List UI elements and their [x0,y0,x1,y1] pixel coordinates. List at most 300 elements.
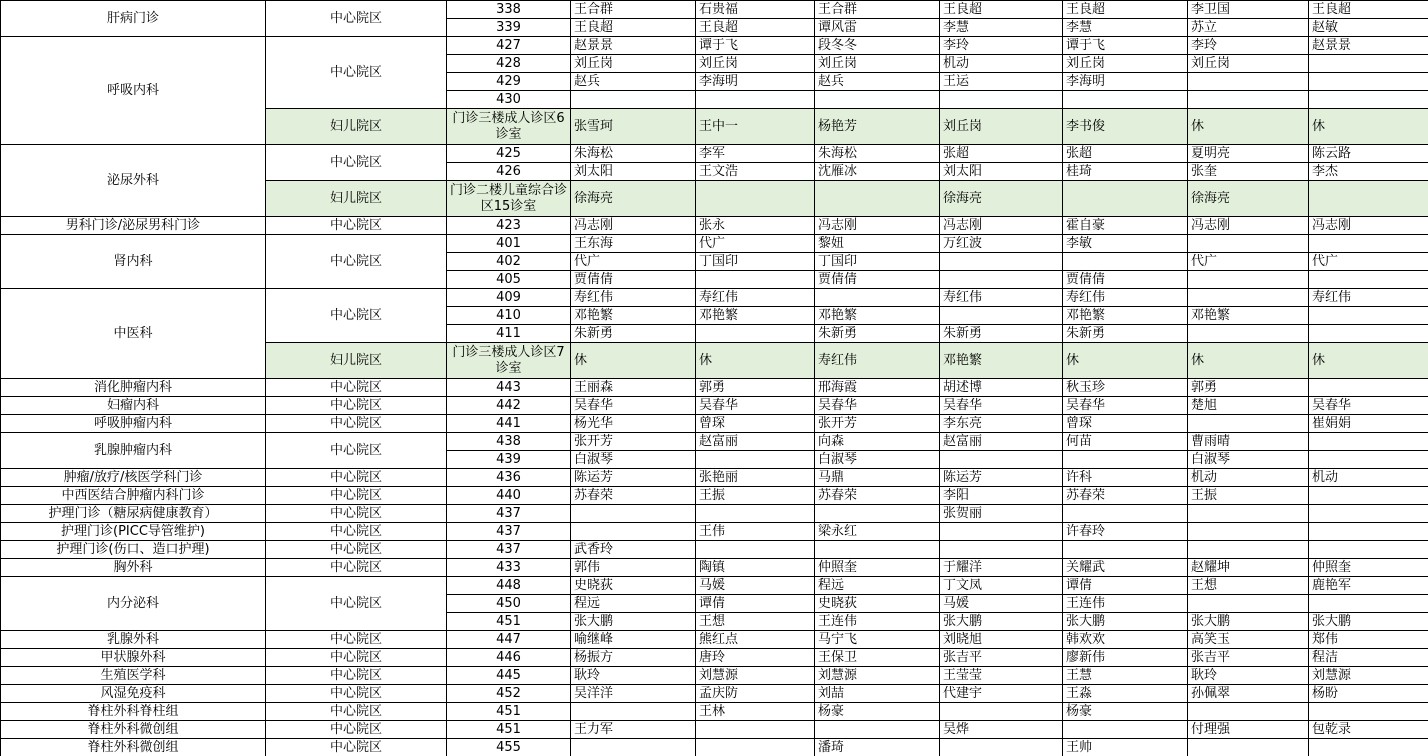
doctor-cell[interactable] [1309,433,1428,451]
doctor-cell[interactable]: 王文浩 [696,163,815,181]
department-cell[interactable]: 肿瘤/放疗/核医学科门诊 [1,469,266,487]
department-cell[interactable]: 脊柱外科脊柱组 [1,703,266,721]
doctor-cell[interactable]: 王连伟 [1063,595,1188,613]
department-cell[interactable]: 乳腺肿瘤内科 [1,433,266,469]
doctor-cell[interactable]: 于耀洋 [940,559,1063,577]
doctor-cell[interactable]: 刘喆 [815,685,940,703]
department-cell[interactable]: 脊柱外科微创组 [1,721,266,739]
doctor-cell[interactable]: 张大鹏 [1309,613,1428,631]
doctor-cell[interactable] [696,181,815,217]
room-cell[interactable]: 门诊二楼儿童综合诊区15诊室 [447,181,571,217]
doctor-cell[interactable] [1063,181,1188,217]
doctor-cell[interactable] [696,271,815,289]
doctor-cell[interactable] [696,505,815,523]
campus-cell[interactable]: 中心院区 [266,559,447,577]
doctor-cell[interactable]: 徐海亮 [1188,181,1309,217]
doctor-cell[interactable]: 代广 [1188,253,1309,271]
room-cell[interactable]: 409 [447,289,571,307]
department-cell[interactable]: 中西医结合肿瘤内科门诊 [1,487,266,505]
doctor-cell[interactable]: 程洁 [1309,649,1428,667]
campus-cell[interactable]: 中心院区 [266,145,447,181]
room-cell[interactable]: 425 [447,145,571,163]
doctor-cell[interactable]: 武香玲 [571,541,696,559]
room-cell[interactable]: 445 [447,667,571,685]
doctor-cell[interactable]: 白淑琴 [1188,451,1309,469]
doctor-cell[interactable]: 赵景景 [571,37,696,55]
doctor-cell[interactable]: 寿红伟 [571,289,696,307]
doctor-cell[interactable]: 仲照奎 [1309,559,1428,577]
doctor-cell[interactable]: 丁文凤 [940,577,1063,595]
doctor-cell[interactable]: 代广 [696,235,815,253]
doctor-cell[interactable]: 李海明 [1063,73,1188,91]
doctor-cell[interactable]: 休 [1063,343,1188,379]
doctor-cell[interactable] [696,325,815,343]
doctor-cell[interactable]: 赵兵 [815,73,940,91]
doctor-cell[interactable]: 张永 [696,217,815,235]
campus-cell[interactable]: 中心院区 [266,1,447,37]
doctor-cell[interactable]: 万红波 [940,235,1063,253]
doctor-cell[interactable] [815,289,940,307]
doctor-cell[interactable]: 王合群 [815,1,940,19]
doctor-cell[interactable]: 王振 [696,487,815,505]
doctor-cell[interactable] [1063,91,1188,109]
doctor-cell[interactable] [1063,721,1188,739]
doctor-cell[interactable]: 耿玲 [571,667,696,685]
doctor-cell[interactable]: 朱新勇 [571,325,696,343]
department-cell[interactable]: 胸外科 [1,559,266,577]
department-cell[interactable]: 呼吸肿瘤内科 [1,415,266,433]
doctor-cell[interactable] [1063,505,1188,523]
room-cell[interactable]: 339 [447,19,571,37]
doctor-cell[interactable]: 朱海松 [815,145,940,163]
doctor-cell[interactable]: 孟庆防 [696,685,815,703]
doctor-cell[interactable]: 王保卫 [815,649,940,667]
doctor-cell[interactable]: 王伟 [696,523,815,541]
doctor-cell[interactable]: 杨豪 [815,703,940,721]
doctor-cell[interactable]: 李卫国 [1188,1,1309,19]
doctor-cell[interactable] [1309,235,1428,253]
doctor-cell[interactable]: 潘琦 [815,739,940,756]
doctor-cell[interactable] [940,253,1063,271]
doctor-cell[interactable] [940,307,1063,325]
doctor-cell[interactable]: 谭风雷 [815,19,940,37]
doctor-cell[interactable]: 刘太阳 [571,163,696,181]
doctor-cell[interactable]: 冯志刚 [571,217,696,235]
doctor-cell[interactable]: 刘丘岗 [1188,55,1309,73]
doctor-cell[interactable]: 仲照奎 [815,559,940,577]
room-cell[interactable]: 428 [447,55,571,73]
doctor-cell[interactable]: 耿玲 [1188,667,1309,685]
campus-cell[interactable]: 中心院区 [266,469,447,487]
doctor-cell[interactable]: 刘丘岗 [1063,55,1188,73]
doctor-cell[interactable]: 赵耀坤 [1188,559,1309,577]
doctor-cell[interactable] [571,523,696,541]
doctor-cell[interactable]: 吴春华 [1063,397,1188,415]
doctor-cell[interactable]: 梁永红 [815,523,940,541]
doctor-cell[interactable]: 朱新勇 [1063,325,1188,343]
doctor-cell[interactable] [571,703,696,721]
doctor-cell[interactable]: 张大鹏 [1188,613,1309,631]
doctor-cell[interactable]: 高笑玉 [1188,631,1309,649]
doctor-cell[interactable] [940,739,1063,756]
doctor-cell[interactable]: 王合群 [571,1,696,19]
doctor-cell[interactable]: 冯志刚 [1188,217,1309,235]
campus-cell[interactable]: 妇儿院区 [266,343,447,379]
room-cell[interactable]: 447 [447,631,571,649]
doctor-cell[interactable]: 谭于飞 [696,37,815,55]
department-cell[interactable]: 乳腺外科 [1,631,266,649]
room-cell[interactable]: 405 [447,271,571,289]
room-cell[interactable]: 442 [447,397,571,415]
doctor-cell[interactable] [815,505,940,523]
room-cell[interactable]: 437 [447,505,571,523]
doctor-cell[interactable]: 王良超 [1063,1,1188,19]
room-cell[interactable]: 443 [447,379,571,397]
doctor-cell[interactable]: 丁国印 [815,253,940,271]
campus-cell[interactable]: 中心院区 [266,649,447,667]
room-cell[interactable]: 451 [447,613,571,631]
doctor-cell[interactable]: 曹雨晴 [1188,433,1309,451]
department-cell[interactable]: 甲状腺外科 [1,649,266,667]
doctor-cell[interactable]: 王慧 [1063,667,1188,685]
doctor-cell[interactable]: 孙佩翠 [1188,685,1309,703]
doctor-cell[interactable]: 朱新勇 [940,325,1063,343]
doctor-cell[interactable]: 李军 [696,145,815,163]
room-cell[interactable]: 402 [447,253,571,271]
campus-cell[interactable]: 中心院区 [266,523,447,541]
doctor-cell[interactable] [571,91,696,109]
doctor-cell[interactable]: 张大鹏 [571,613,696,631]
doctor-cell[interactable]: 刘丘岗 [571,55,696,73]
doctor-cell[interactable]: 张大鹏 [1063,613,1188,631]
doctor-cell[interactable]: 冯志刚 [1309,217,1428,235]
doctor-cell[interactable] [1309,739,1428,756]
doctor-cell[interactable]: 白淑琴 [815,451,940,469]
doctor-cell[interactable]: 邓艳繁 [1063,307,1188,325]
room-cell[interactable]: 446 [447,649,571,667]
doctor-cell[interactable]: 苏春荣 [1063,487,1188,505]
doctor-cell[interactable] [1309,181,1428,217]
department-cell[interactable]: 风湿免疫科 [1,685,266,703]
doctor-cell[interactable]: 苏春荣 [571,487,696,505]
doctor-cell[interactable]: 向森 [815,433,940,451]
doctor-cell[interactable]: 沈雁冰 [815,163,940,181]
doctor-cell[interactable]: 郑伟 [1309,631,1428,649]
doctor-cell[interactable]: 刘丘岗 [696,55,815,73]
room-cell[interactable]: 411 [447,325,571,343]
doctor-cell[interactable]: 王连伟 [815,613,940,631]
doctor-cell[interactable]: 赵敏 [1309,19,1428,37]
doctor-cell[interactable]: 张艳丽 [696,469,815,487]
campus-cell[interactable]: 中心院区 [266,487,447,505]
doctor-cell[interactable]: 杨振方 [571,649,696,667]
campus-cell[interactable]: 中心院区 [266,721,447,739]
doctor-cell[interactable]: 寿红伟 [1063,289,1188,307]
doctor-cell[interactable]: 刘丘岗 [940,109,1063,145]
room-cell[interactable]: 441 [447,415,571,433]
room-cell[interactable]: 437 [447,541,571,559]
room-cell[interactable]: 430 [447,91,571,109]
doctor-cell[interactable] [1063,541,1188,559]
doctor-cell[interactable]: 张雪珂 [571,109,696,145]
campus-cell[interactable]: 中心院区 [266,631,447,649]
doctor-cell[interactable] [1309,703,1428,721]
doctor-cell[interactable]: 李玲 [1188,37,1309,55]
doctor-cell[interactable]: 何苗 [1063,433,1188,451]
doctor-cell[interactable]: 马鼎 [815,469,940,487]
room-cell[interactable]: 429 [447,73,571,91]
doctor-cell[interactable] [1309,487,1428,505]
doctor-cell[interactable]: 霍自豪 [1063,217,1188,235]
doctor-cell[interactable]: 熊红点 [696,631,815,649]
department-cell[interactable]: 肝病门诊 [1,1,266,37]
doctor-cell[interactable]: 寿红伟 [815,343,940,379]
doctor-cell[interactable]: 白淑琴 [571,451,696,469]
doctor-cell[interactable]: 代广 [1309,253,1428,271]
doctor-cell[interactable] [1188,73,1309,91]
doctor-cell[interactable]: 吴春华 [940,397,1063,415]
doctor-cell[interactable]: 丁国印 [696,253,815,271]
doctor-cell[interactable]: 马媛 [696,577,815,595]
doctor-cell[interactable] [1309,55,1428,73]
doctor-cell[interactable]: 张吉平 [940,649,1063,667]
doctor-cell[interactable]: 王莹莹 [940,667,1063,685]
room-cell[interactable]: 437 [447,523,571,541]
doctor-cell[interactable]: 吴春华 [696,397,815,415]
doctor-cell[interactable]: 程远 [815,577,940,595]
doctor-cell[interactable]: 休 [571,343,696,379]
doctor-cell[interactable]: 代建宇 [940,685,1063,703]
doctor-cell[interactable] [815,721,940,739]
doctor-cell[interactable]: 朱海松 [571,145,696,163]
room-cell[interactable]: 436 [447,469,571,487]
room-cell[interactable]: 455 [447,739,571,756]
doctor-cell[interactable] [1188,415,1309,433]
room-cell[interactable]: 433 [447,559,571,577]
doctor-cell[interactable]: 廖新伟 [1063,649,1188,667]
doctor-cell[interactable]: 王林 [696,703,815,721]
room-cell[interactable]: 426 [447,163,571,181]
doctor-cell[interactable]: 杨盼 [1309,685,1428,703]
doctor-cell[interactable] [1309,595,1428,613]
doctor-cell[interactable]: 邓艳繁 [815,307,940,325]
doctor-cell[interactable]: 关耀武 [1063,559,1188,577]
doctor-cell[interactable] [1063,253,1188,271]
campus-cell[interactable]: 中心院区 [266,37,447,109]
doctor-cell[interactable] [1188,541,1309,559]
doctor-cell[interactable]: 吴春华 [815,397,940,415]
doctor-cell[interactable]: 刘慧源 [815,667,940,685]
doctor-cell[interactable]: 鹿艳军 [1309,577,1428,595]
doctor-cell[interactable] [1309,325,1428,343]
doctor-cell[interactable]: 代广 [571,253,696,271]
doctor-cell[interactable] [1309,379,1428,397]
doctor-cell[interactable]: 邓艳繁 [696,307,815,325]
doctor-cell[interactable]: 谭倩 [1063,577,1188,595]
doctor-cell[interactable]: 李东亮 [940,415,1063,433]
room-cell[interactable]: 427 [447,37,571,55]
department-cell[interactable]: 泌尿外科 [1,145,266,217]
doctor-cell[interactable] [1309,271,1428,289]
doctor-cell[interactable]: 许春玲 [1063,523,1188,541]
doctor-cell[interactable]: 机动 [1309,469,1428,487]
doctor-cell[interactable] [1309,523,1428,541]
department-cell[interactable]: 男科门诊/泌尿男科门诊 [1,217,266,235]
doctor-cell[interactable] [1188,505,1309,523]
doctor-cell[interactable]: 王帅 [1063,739,1188,756]
doctor-cell[interactable]: 邓艳繁 [571,307,696,325]
doctor-cell[interactable]: 邢海霞 [815,379,940,397]
doctor-cell[interactable] [696,739,815,756]
doctor-cell[interactable] [571,505,696,523]
campus-cell[interactable]: 中心院区 [266,577,447,631]
doctor-cell[interactable]: 夏明亮 [1188,145,1309,163]
doctor-cell[interactable]: 吴洋洋 [571,685,696,703]
doctor-cell[interactable]: 胡述博 [940,379,1063,397]
doctor-cell[interactable] [1309,307,1428,325]
department-cell[interactable]: 中医科 [1,289,266,379]
campus-cell[interactable]: 妇儿院区 [266,181,447,217]
doctor-cell[interactable]: 付理强 [1188,721,1309,739]
doctor-cell[interactable]: 楚旭 [1188,397,1309,415]
doctor-cell[interactable] [815,91,940,109]
doctor-cell[interactable] [696,721,815,739]
doctor-cell[interactable] [1309,505,1428,523]
doctor-cell[interactable]: 王想 [1188,577,1309,595]
department-cell[interactable]: 消化肿瘤内科 [1,379,266,397]
doctor-cell[interactable]: 赵兵 [571,73,696,91]
doctor-cell[interactable] [1309,91,1428,109]
doctor-cell[interactable]: 赵富丽 [940,433,1063,451]
doctor-cell[interactable] [1309,451,1428,469]
room-cell[interactable]: 452 [447,685,571,703]
doctor-cell[interactable]: 李阳 [940,487,1063,505]
campus-cell[interactable]: 中心院区 [266,505,447,523]
doctor-cell[interactable]: 马媛 [940,595,1063,613]
department-cell[interactable]: 内分泌科 [1,577,266,631]
campus-cell[interactable]: 中心院区 [266,433,447,469]
doctor-cell[interactable]: 休 [1309,109,1428,145]
doctor-cell[interactable]: 黎妞 [815,235,940,253]
doctor-cell[interactable]: 刘慧源 [1309,667,1428,685]
doctor-cell[interactable]: 机动 [1188,469,1309,487]
department-cell[interactable]: 肾内科 [1,235,266,289]
doctor-cell[interactable] [1188,91,1309,109]
doctor-cell[interactable]: 王东海 [571,235,696,253]
doctor-cell[interactable]: 王中一 [696,109,815,145]
campus-cell[interactable]: 中心院区 [266,541,447,559]
doctor-cell[interactable]: 谭倩 [696,595,815,613]
doctor-cell[interactable]: 崔娟娟 [1309,415,1428,433]
doctor-cell[interactable]: 郭勇 [696,379,815,397]
room-cell[interactable]: 423 [447,217,571,235]
doctor-cell[interactable]: 郭伟 [571,559,696,577]
doctor-cell[interactable]: 吴春华 [571,397,696,415]
doctor-cell[interactable]: 李慧 [1063,19,1188,37]
doctor-cell[interactable]: 刘丘岗 [815,55,940,73]
doctor-cell[interactable]: 朱新勇 [815,325,940,343]
campus-cell[interactable]: 中心院区 [266,397,447,415]
doctor-cell[interactable]: 寿红伟 [696,289,815,307]
doctor-cell[interactable]: 张超 [1063,145,1188,163]
doctor-cell[interactable]: 王淼 [1063,685,1188,703]
department-cell[interactable]: 护理门诊(伤口、造口护理) [1,541,266,559]
campus-cell[interactable]: 中心院区 [266,289,447,343]
doctor-cell[interactable]: 陈运芳 [940,469,1063,487]
doctor-cell[interactable]: 张奎 [1188,163,1309,181]
department-cell[interactable]: 护理门诊（糖尿病健康教育） [1,505,266,523]
doctor-cell[interactable]: 秋玉珍 [1063,379,1188,397]
doctor-cell[interactable]: 张开芳 [815,415,940,433]
doctor-cell[interactable]: 刘慧源 [696,667,815,685]
room-cell[interactable]: 401 [447,235,571,253]
doctor-cell[interactable]: 唐玲 [696,649,815,667]
room-cell[interactable]: 438 [447,433,571,451]
doctor-cell[interactable]: 王运 [940,73,1063,91]
campus-cell[interactable]: 中心院区 [266,667,447,685]
doctor-cell[interactable] [1188,325,1309,343]
doctor-cell[interactable]: 史晓荻 [571,577,696,595]
doctor-cell[interactable]: 王良超 [696,19,815,37]
doctor-cell[interactable]: 曾琛 [696,415,815,433]
doctor-cell[interactable]: 史晓荻 [815,595,940,613]
campus-cell[interactable]: 中心院区 [266,739,447,756]
doctor-cell[interactable]: 吴春华 [1309,397,1428,415]
doctor-cell[interactable]: 张超 [940,145,1063,163]
doctor-cell[interactable]: 休 [1188,343,1309,379]
doctor-cell[interactable]: 刘太阳 [940,163,1063,181]
doctor-cell[interactable]: 寿红伟 [940,289,1063,307]
department-cell[interactable]: 生殖医学科 [1,667,266,685]
department-cell[interactable]: 脊柱外科微创组 [1,739,266,756]
doctor-cell[interactable]: 贾倩倩 [815,271,940,289]
room-cell[interactable]: 450 [447,595,571,613]
doctor-cell[interactable] [1309,541,1428,559]
doctor-cell[interactable]: 王想 [696,613,815,631]
doctor-cell[interactable]: 喻继峰 [571,631,696,649]
doctor-cell[interactable]: 许科 [1063,469,1188,487]
campus-cell[interactable]: 中心院区 [266,415,447,433]
doctor-cell[interactable]: 陶镇 [696,559,815,577]
doctor-cell[interactable] [940,523,1063,541]
doctor-cell[interactable]: 贾倩倩 [1063,271,1188,289]
room-cell[interactable]: 448 [447,577,571,595]
doctor-cell[interactable]: 杨光华 [571,415,696,433]
doctor-cell[interactable] [1188,739,1309,756]
room-cell[interactable]: 451 [447,703,571,721]
doctor-cell[interactable] [571,739,696,756]
doctor-cell[interactable]: 陈云路 [1309,145,1428,163]
doctor-cell[interactable]: 张开芳 [571,433,696,451]
doctor-cell[interactable] [940,541,1063,559]
doctor-cell[interactable] [1309,73,1428,91]
room-cell[interactable]: 338 [447,1,571,19]
doctor-cell[interactable]: 休 [696,343,815,379]
doctor-cell[interactable]: 张吉平 [1188,649,1309,667]
room-cell[interactable]: 440 [447,487,571,505]
doctor-cell[interactable]: 谭于飞 [1063,37,1188,55]
room-cell[interactable]: 451 [447,721,571,739]
doctor-cell[interactable]: 马宁飞 [815,631,940,649]
doctor-cell[interactable] [696,541,815,559]
doctor-cell[interactable]: 贾倩倩 [571,271,696,289]
doctor-cell[interactable]: 李玲 [940,37,1063,55]
doctor-cell[interactable]: 冯志刚 [815,217,940,235]
department-cell[interactable]: 呼吸内科 [1,37,266,145]
campus-cell[interactable]: 中心院区 [266,235,447,289]
doctor-cell[interactable] [940,271,1063,289]
doctor-cell[interactable] [1188,523,1309,541]
